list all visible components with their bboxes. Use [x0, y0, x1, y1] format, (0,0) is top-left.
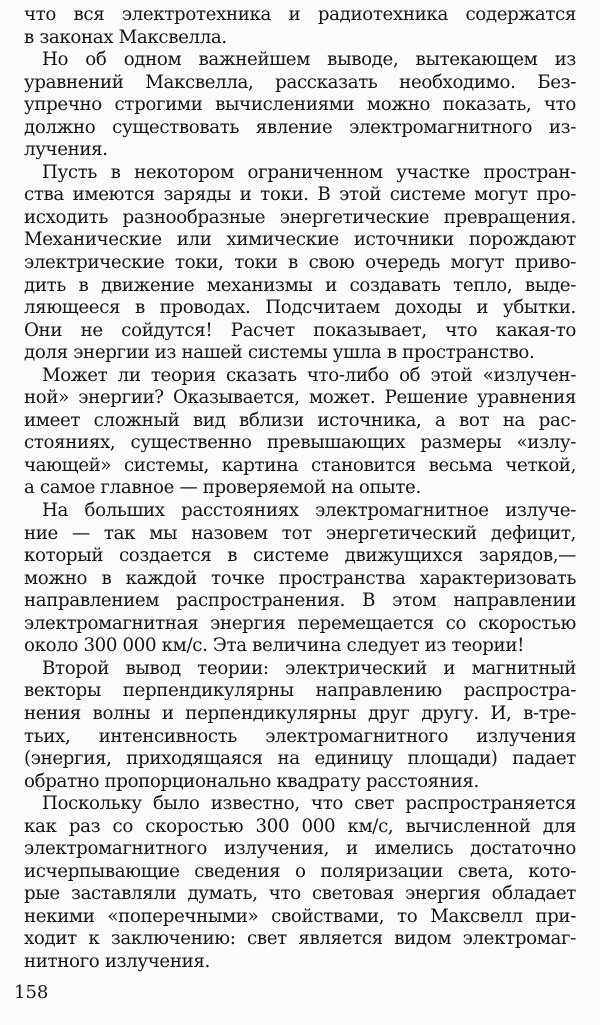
- text-line: а самое главное — проверяемой на опыте.: [24, 477, 421, 499]
- text-line: доля энергии из нашей системы ушла в пространство.: [24, 342, 535, 364]
- text-line: должно существовать явление электромагнитного из-: [24, 116, 576, 138]
- text-line: Но об одном важнейшем выводе, вытекающем из: [42, 49, 576, 71]
- paragraph: [24, 793, 576, 973]
- text-line: уравнений Максвелла, рассказать необходимо. Без-: [24, 71, 576, 93]
- text-line: векторы перпендикулярны направлению распростра-: [24, 680, 576, 702]
- text-line: дить в движение механизмы и создавать тепло, выде-: [24, 274, 576, 296]
- text-line: исходить разнообразные энергетические превращения.: [24, 206, 576, 228]
- text-line: рые заставляли думать, что световая энергия обладает: [24, 883, 576, 905]
- book-page-text: [24, 4, 576, 974]
- text-line: тьих, интенсивность электромагнитного излучения: [24, 725, 576, 747]
- text-line: нения волны и перпендикулярны друг другу. И, в-тре-: [24, 702, 576, 724]
- text-line: как раз со скоростью 300 000 км/с, вычисленной для: [24, 815, 576, 837]
- text-line: чающей» системы, картина становится весьма четкой,: [24, 454, 576, 476]
- text-line: некими «поперечными» свойствами, то Максвелл при-: [24, 905, 576, 927]
- text-line: Они не сойдутся! Расчет показывает, что какая-то: [24, 319, 576, 341]
- page-number: 158: [14, 982, 49, 1003]
- paragraph: [24, 4, 576, 49]
- text-line: электромагнитного излучения, и имелись достаточно: [24, 838, 576, 860]
- text-line: около 300 000 км/с. Эта величина следует из теории!: [24, 635, 525, 657]
- text-line: обратно пропорционально квадрату расстояния.: [24, 770, 479, 792]
- text-line: Механические или химические источники порождают: [24, 229, 576, 251]
- text-line: ной» энергии? Оказывается, может. Решение уравнения: [24, 387, 576, 409]
- text-line: (энергия, приходящаяся на единицу площади) падает: [24, 748, 576, 770]
- text-line: ходит к заключению: свет является видом электромаг-: [24, 928, 576, 950]
- text-line: который создается в системе движущихся зарядов,—: [24, 545, 576, 567]
- text-line: Поскольку было известно, что свет распространяется: [42, 793, 576, 815]
- text-line: в законах Максвелла.: [24, 26, 227, 48]
- text-line: имеет сложный вид вблизи источника, а вот на рас-: [24, 409, 576, 431]
- paragraph: [24, 49, 576, 162]
- text-line: исчерпывающие сведения о поляризации света, кото-: [24, 860, 576, 882]
- text-line: электрические токи, токи в свою очередь могут приво-: [24, 252, 576, 274]
- text-line: нитного излучения.: [24, 950, 210, 972]
- paragraph: [24, 658, 576, 793]
- text-line: электромагнитная энергия перемещается со скоростью: [24, 612, 576, 634]
- text-line: можно в каждой точке пространства характеризовать: [24, 567, 576, 589]
- text-line: что вся электротехника и радиотехника содержатся: [24, 4, 576, 25]
- text-line: ства имеются заряды и токи. В этой системе могут про-: [24, 184, 576, 206]
- paragraph: [24, 162, 576, 365]
- text-line: упречно строгими вычислениями можно показать, что: [24, 94, 576, 116]
- text-line: стояниях, существенно превышающих размеры «излу-: [24, 432, 576, 454]
- text-line: Второй вывод теории: электрический и магнитный: [42, 657, 576, 679]
- text-line: Пусть в некотором ограниченном участке простран-: [42, 161, 576, 183]
- text-line: На больших расстояниях электромагнитное излуче-: [42, 500, 576, 522]
- paragraph: [24, 365, 576, 500]
- text-line: направлением распространения. В этом направлении: [24, 590, 576, 612]
- text-line: ляющееся в проводах. Подсчитаем доходы и убытки.: [24, 297, 576, 319]
- text-line: Может ли теория сказать что-либо об этой «излучен-: [42, 364, 576, 386]
- text-line: лучения.: [24, 139, 108, 161]
- text-line: ние — так мы назовем тот энергетический дефицит,: [24, 522, 576, 544]
- paragraph: [24, 500, 576, 658]
